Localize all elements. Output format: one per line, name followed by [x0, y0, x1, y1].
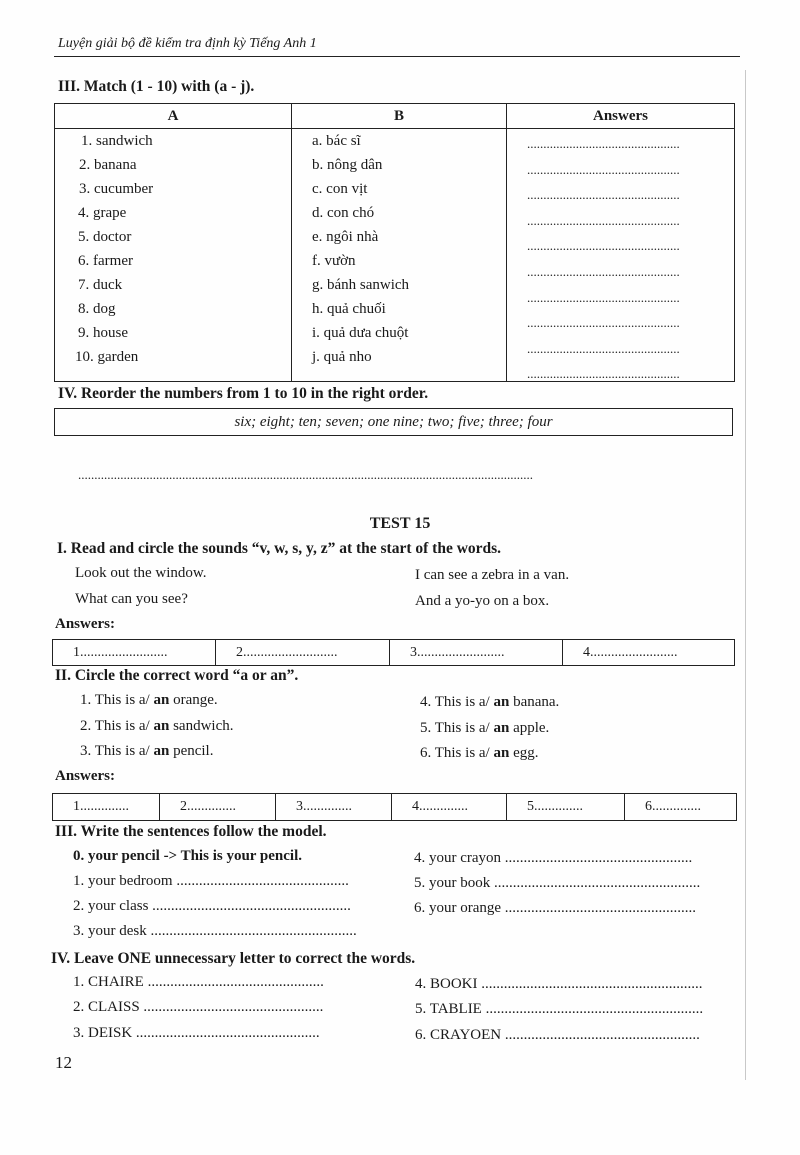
- match-table: [54, 103, 735, 382]
- sentence-item[interactable]: 2. your class .....................................................: [73, 898, 351, 914]
- section4-title: IV. Reorder the numbers from 1 to 10 in the right order.: [58, 385, 429, 402]
- a-item: 3. cucumber: [79, 181, 154, 197]
- section3-title: III. Match (1 - 10) with (a - j).: [58, 78, 255, 95]
- answer-blank[interactable]: ...............................................: [527, 263, 680, 279]
- sentence-item[interactable]: 6. your orange ...................................................: [414, 900, 697, 916]
- t15-s1-title: I. Read and circle the sounds “v, w, s, y, z” at the start of the words.: [57, 540, 502, 557]
- reading-line: I can see a zebra in a van.: [415, 567, 570, 583]
- a-item: 5. doctor: [78, 229, 132, 245]
- reorder-word-box: six; eight; ten; seven; one nine; two; five; three; four: [54, 408, 733, 436]
- b-item: a. bác sĩ: [312, 133, 361, 149]
- answer-cell[interactable]: 5..............: [507, 794, 625, 820]
- answer-blank[interactable]: ...............................................: [527, 315, 680, 331]
- reading-line: And a yo-yo on a box.: [415, 593, 550, 609]
- a-item: 4. grape: [78, 205, 127, 221]
- a-an-item: 2. This is a/ an sandwich.: [80, 718, 234, 734]
- b-item: j. quả nho: [312, 349, 372, 365]
- answer-cell[interactable]: 4.........................: [583, 645, 678, 660]
- page-number: 12: [55, 1053, 72, 1072]
- col-a-items: [55, 129, 292, 382]
- answer-cell[interactable]: 3.........................: [390, 640, 563, 665]
- sentence-item[interactable]: 3. your desk .......................................................: [73, 923, 357, 939]
- a-item: 9. house: [78, 325, 128, 341]
- word-item[interactable]: 3. DEISK .................................................: [73, 1025, 320, 1041]
- a-an-item: 4. This is a/ an banana.: [420, 694, 560, 710]
- answer-cell[interactable]: 4..............: [392, 794, 507, 820]
- a-item: 8. dog: [78, 301, 116, 317]
- a-an-item: 3. This is a/ an pencil.: [80, 743, 214, 759]
- word-item[interactable]: 6. CRAYOEN ....................................................: [415, 1027, 700, 1043]
- answers-label: Answers:: [55, 768, 115, 784]
- answer-cell[interactable]: 2..............: [160, 794, 276, 820]
- answers-label: Answers:: [55, 616, 115, 632]
- sentence-item[interactable]: 4. your crayon ..................................................: [414, 850, 693, 866]
- page-edge-line: [745, 70, 746, 1080]
- a-item: 7. duck: [78, 277, 123, 293]
- a-item: 10. garden: [75, 349, 139, 365]
- answer-blank[interactable]: ...............................................: [527, 366, 680, 382]
- answer-column: [507, 129, 735, 382]
- test-title: TEST 15: [369, 515, 431, 532]
- answer-cell[interactable]: 6..............: [645, 799, 701, 814]
- word-item[interactable]: 1. CHAIRE ...............................................: [73, 974, 324, 990]
- sentence-item[interactable]: 5. your book .......................................................: [414, 875, 701, 891]
- a-item: 2. banana: [79, 157, 137, 173]
- reading-line: Look out the window.: [75, 565, 207, 581]
- b-item: i. quả dưa chuột: [312, 325, 409, 341]
- b-item: g. bánh sanwich: [312, 277, 410, 293]
- word-item[interactable]: 5. TABLIE ..........................................................: [415, 1001, 704, 1017]
- answer-cell[interactable]: 3..............: [276, 794, 392, 820]
- running-header: Luyện giải bộ đề kiểm tra định kỳ Tiếng Anh 1: [58, 36, 317, 51]
- a-item: 6. farmer: [78, 253, 133, 269]
- a-an-item: 5. This is a/ an apple.: [420, 720, 550, 736]
- model-sentence: 0. your pencil -> This is your pencil.: [73, 848, 303, 864]
- b-item: c. con vịt: [312, 181, 368, 197]
- b-item: f. vườn: [312, 253, 356, 269]
- t15-s4-title: IV. Leave ONE unnecessary letter to correct the words.: [51, 950, 416, 967]
- col-c-header: Answers: [507, 104, 735, 129]
- answer-blank[interactable]: ...............................................: [527, 289, 680, 305]
- answer-blank[interactable]: ...............................................: [527, 340, 680, 356]
- t15-s2-title: II. Circle the correct word “a or an”.: [55, 667, 299, 684]
- answer-blank[interactable]: ...............................................: [527, 212, 680, 228]
- b-item: e. ngôi nhà: [312, 229, 379, 245]
- b-item: h. quả chuối: [312, 301, 386, 317]
- word-item[interactable]: 4. BOOKI ...........................................................: [415, 976, 703, 992]
- answer-cell[interactable]: 1.........................: [53, 640, 216, 665]
- t15-s2-answer-row: [52, 793, 737, 821]
- b-item: b. nông dân: [312, 157, 383, 173]
- answer-blank[interactable]: ...............................................: [527, 136, 680, 151]
- answer-blank[interactable]: ...............................................: [527, 161, 680, 177]
- t15-s1-answer-row: [52, 639, 735, 666]
- a-an-item: 1. This is a/ an orange.: [80, 692, 218, 708]
- sentence-item[interactable]: 1. your bedroom ..............................................: [73, 873, 349, 889]
- reading-line: What can you see?: [75, 591, 188, 607]
- header-rule: [54, 56, 740, 57]
- a-an-item: 6. This is a/ an egg.: [420, 745, 539, 761]
- t15-s3-title: III. Write the sentences follow the model.: [55, 823, 327, 840]
- a-item: 1. sandwich: [81, 133, 153, 149]
- reorder-answer-line[interactable]: ............................................................................................................................................: [78, 467, 533, 482]
- answer-cell[interactable]: 2...........................: [216, 640, 390, 665]
- col-b-items: [292, 129, 507, 382]
- b-item: d. con chó: [312, 205, 375, 221]
- col-b-header: B: [292, 104, 507, 129]
- answer-cell[interactable]: 1..............: [53, 794, 160, 820]
- word-item[interactable]: 2. CLAISS ................................................: [73, 999, 324, 1015]
- answer-blank[interactable]: ...............................................: [527, 187, 680, 203]
- answer-blank[interactable]: ...............................................: [527, 238, 680, 254]
- col-a-header: A: [55, 104, 292, 129]
